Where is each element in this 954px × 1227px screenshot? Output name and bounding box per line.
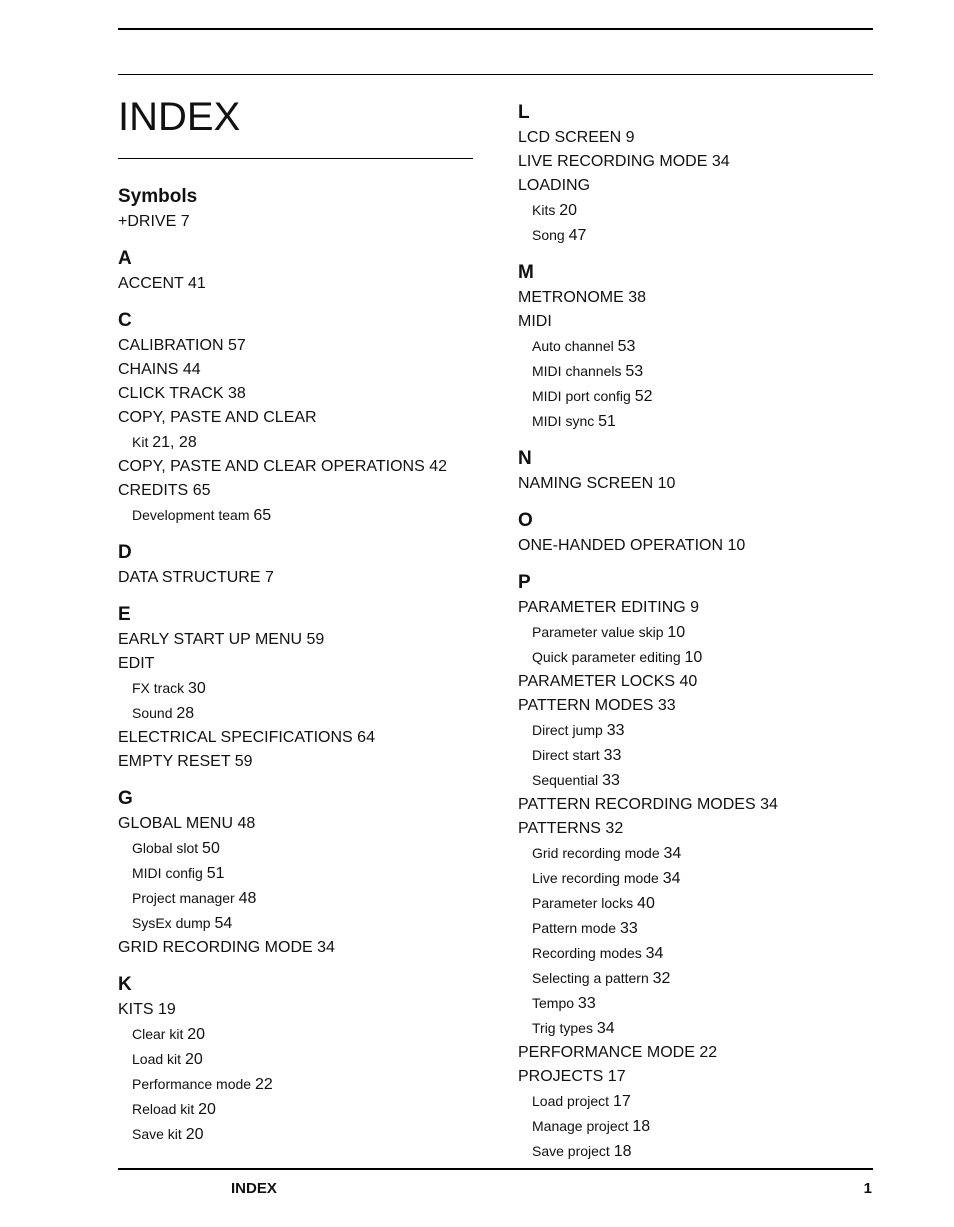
index-entry xyxy=(118,455,488,479)
entry-term: MIDI xyxy=(518,313,552,330)
entry-page-number: 9 xyxy=(625,129,635,146)
subentry-page-number: 32 xyxy=(652,970,671,987)
entry-page-number: 42 xyxy=(429,458,447,475)
subentry-term: Global slot xyxy=(132,840,199,856)
subentry-term: Direct jump xyxy=(532,722,603,738)
subentry-term: Clear kit xyxy=(132,1026,184,1042)
subentry-term: Tempo xyxy=(532,995,575,1011)
index-subentry xyxy=(518,223,878,248)
subentry-page-number: 20 xyxy=(184,1051,203,1068)
subentry-term: Parameter value skip xyxy=(532,624,664,640)
entry-term: CREDITS xyxy=(118,482,189,499)
header-rule-second xyxy=(118,74,873,75)
entry-term: DATA STRUCTURE xyxy=(118,569,261,586)
section-letter: A xyxy=(118,248,132,269)
subentry-page-number: 51 xyxy=(598,413,616,430)
index-subentry xyxy=(518,1089,878,1114)
index-section xyxy=(518,446,878,496)
index-entry xyxy=(118,382,488,406)
entry-page-number: 34 xyxy=(317,939,335,956)
index-section xyxy=(518,570,878,1164)
index-entry xyxy=(518,793,878,817)
index-subentry xyxy=(518,1016,878,1041)
index-entry xyxy=(118,272,488,296)
subentry-term: Reload kit xyxy=(132,1101,195,1117)
index-subentry xyxy=(518,991,878,1016)
index-entry xyxy=(518,670,878,694)
subentry-page-number: 34 xyxy=(596,1020,615,1037)
section-letter: L xyxy=(518,102,530,123)
entry-page-number: 59 xyxy=(306,631,325,648)
subentry-page-number: 33 xyxy=(602,772,620,789)
index-subentry xyxy=(518,891,878,916)
entry-page-number: 44 xyxy=(182,361,201,378)
index-subentry xyxy=(518,1139,878,1164)
entry-page-number: 10 xyxy=(657,475,676,492)
entry-page-number: 34 xyxy=(760,796,778,813)
index-subentry xyxy=(118,430,488,455)
entry-term: LCD SCREEN xyxy=(518,129,622,146)
footer-section-title: INDEX xyxy=(231,1180,277,1197)
section-letter: E xyxy=(118,604,131,625)
index-entry xyxy=(118,750,488,774)
entry-term: CALIBRATION xyxy=(118,337,224,354)
index-section xyxy=(118,602,488,774)
index-subentry xyxy=(518,966,878,991)
entry-term: LOADING xyxy=(518,177,591,194)
subentry-term: Sound xyxy=(132,705,173,721)
subentry-term: Sequential xyxy=(532,772,599,788)
entry-term: ONE-HANDED OPERATION xyxy=(518,537,724,554)
entry-term: CHAINS xyxy=(118,361,179,378)
index-entry xyxy=(518,150,878,174)
index-entry xyxy=(518,817,878,841)
subentry-page-number: 28 xyxy=(176,705,195,722)
subentry-page-number: 51 xyxy=(206,865,225,882)
index-subentry xyxy=(518,768,878,793)
entry-page-number: 59 xyxy=(234,753,253,770)
index-subentry xyxy=(118,676,488,701)
entry-term: ACCENT xyxy=(118,275,184,292)
entry-term: +DRIVE xyxy=(118,213,177,230)
index-subentry xyxy=(518,743,878,768)
entry-term: COPY, PASTE AND CLEAR OPERATIONS xyxy=(118,458,425,475)
index-entry xyxy=(118,406,488,430)
entry-page-number: 64 xyxy=(357,729,375,746)
entry-page-number: 57 xyxy=(227,337,246,354)
subentry-term: Load kit xyxy=(132,1051,182,1067)
index-subentry xyxy=(118,836,488,861)
section-letter: D xyxy=(118,542,132,563)
entry-term: PATTERNS xyxy=(518,820,601,837)
index-section xyxy=(518,260,878,434)
subentry-page-number: 53 xyxy=(617,338,636,355)
subentry-term: Save project xyxy=(532,1143,610,1159)
section-letter: N xyxy=(518,448,532,469)
subentry-page-number: 30 xyxy=(188,680,206,697)
index-subentry xyxy=(118,503,488,528)
entry-page-number: 48 xyxy=(237,815,256,832)
index-subentry xyxy=(518,866,878,891)
index-section xyxy=(118,786,488,960)
subentry-page-number: 47 xyxy=(568,227,587,244)
index-entry xyxy=(118,479,488,503)
subentry-page-number: 10 xyxy=(684,649,703,666)
subentry-term: Performance mode xyxy=(132,1076,252,1092)
section-letter: O xyxy=(518,510,533,531)
index-section xyxy=(118,540,488,590)
subentry-page-number: 65 xyxy=(253,507,272,524)
subentry-term: Trig types xyxy=(532,1020,593,1036)
subentry-page-number: 33 xyxy=(577,995,596,1012)
subentry-term: Load project xyxy=(532,1093,610,1109)
entry-term: GLOBAL MENU xyxy=(118,815,233,832)
index-subentry xyxy=(518,334,878,359)
entry-page-number: 22 xyxy=(699,1044,718,1061)
subentry-term: Song xyxy=(532,227,565,243)
title-underline xyxy=(118,158,473,159)
index-entry xyxy=(518,472,878,496)
entry-term: LIVE RECORDING MODE xyxy=(518,153,708,170)
subentry-page-number: 33 xyxy=(619,920,638,937)
index-entry xyxy=(118,210,488,234)
entry-term: GRID RECORDING MODE xyxy=(118,939,313,956)
index-entry xyxy=(518,1065,878,1089)
entry-term: EARLY START UP MENU xyxy=(118,631,303,648)
index-column-right xyxy=(518,100,878,1176)
subentry-term: FX track xyxy=(132,680,185,696)
entry-page-number: 7 xyxy=(264,569,274,586)
index-section xyxy=(118,184,488,234)
index-section xyxy=(118,308,488,528)
index-subentry xyxy=(118,911,488,936)
subentry-term: MIDI port config xyxy=(532,388,631,404)
index-subentry xyxy=(518,359,878,384)
subentry-page-number: 34 xyxy=(662,870,681,887)
index-entry xyxy=(118,726,488,750)
section-letter: C xyxy=(118,310,132,331)
entry-page-number: 38 xyxy=(227,385,246,402)
index-subentry xyxy=(518,409,878,434)
index-entry xyxy=(118,566,488,590)
index-column-left xyxy=(118,184,488,1159)
index-subentry xyxy=(518,198,878,223)
entry-term: CLICK TRACK xyxy=(118,385,224,402)
entry-term: METRONOME xyxy=(518,289,624,306)
subentry-page-number: 18 xyxy=(632,1118,651,1135)
subentry-term: Pattern mode xyxy=(532,920,617,936)
index-entry xyxy=(518,310,878,334)
index-entry xyxy=(518,694,878,718)
entry-page-number: 10 xyxy=(727,537,746,554)
entry-page-number: 33 xyxy=(657,697,676,714)
entry-page-number: 17 xyxy=(607,1068,626,1085)
index-subentry xyxy=(518,1114,878,1139)
subentry-page-number: 20 xyxy=(185,1126,204,1143)
subentry-page-number: 40 xyxy=(637,895,655,912)
index-subentry xyxy=(118,1072,488,1097)
subentry-term: MIDI channels xyxy=(532,363,622,379)
subentry-term: Manage project xyxy=(532,1118,629,1134)
footer-page-number: 1 xyxy=(863,1180,872,1197)
subentry-term: Grid recording mode xyxy=(532,845,660,861)
subentry-term: MIDI sync xyxy=(532,413,595,429)
index-entry xyxy=(518,596,878,620)
index-entry xyxy=(518,174,878,198)
subentry-term: Parameter locks xyxy=(532,895,634,911)
entry-term: EDIT xyxy=(118,655,155,672)
index-section xyxy=(518,508,878,558)
subentry-page-number: 34 xyxy=(645,945,664,962)
entry-page-number: 34 xyxy=(711,153,730,170)
index-section xyxy=(118,972,488,1147)
subentry-page-number: 22 xyxy=(254,1076,273,1093)
index-subentry xyxy=(118,1022,488,1047)
index-subentry xyxy=(518,841,878,866)
entry-page-number: 7 xyxy=(180,213,190,230)
subentry-term: Live recording mode xyxy=(532,870,659,886)
subentry-page-number: 10 xyxy=(667,624,686,641)
subentry-page-number: 17 xyxy=(612,1093,631,1110)
subentry-page-number: 34 xyxy=(663,845,682,862)
subentry-term: Direct start xyxy=(532,747,600,763)
section-letter: G xyxy=(118,788,133,809)
footer-rule xyxy=(118,1168,873,1170)
subentry-page-number: 53 xyxy=(625,363,644,380)
subentry-page-number: 52 xyxy=(634,388,653,405)
index-entry xyxy=(118,358,488,382)
subentry-page-number: 20 xyxy=(187,1026,206,1043)
index-entry xyxy=(518,534,878,558)
index-entry xyxy=(518,286,878,310)
entry-page-number: 40 xyxy=(679,673,698,690)
index-subentry xyxy=(518,384,878,409)
section-letter: Symbols xyxy=(118,186,198,207)
section-letter: P xyxy=(518,572,531,593)
subentry-term: Kits xyxy=(532,202,556,218)
subentry-term: MIDI config xyxy=(132,865,203,881)
index-subentry xyxy=(118,1122,488,1147)
entry-term: PROJECTS xyxy=(518,1068,604,1085)
index-subentry xyxy=(118,886,488,911)
subentry-term: Selecting a pattern xyxy=(532,970,649,986)
entry-term: COPY, PASTE AND CLEAR xyxy=(118,409,317,426)
subentry-page-number: 20 xyxy=(198,1101,216,1118)
entry-page-number: 9 xyxy=(690,599,700,616)
subentry-page-number: 48 xyxy=(238,890,257,907)
index-entry xyxy=(118,334,488,358)
subentry-term: SysEx dump xyxy=(132,915,211,931)
entry-term: PERFORMANCE MODE xyxy=(518,1044,695,1061)
index-subentry xyxy=(518,941,878,966)
entry-page-number: 65 xyxy=(192,482,211,499)
subentry-page-number: 50 xyxy=(202,840,220,857)
subentry-term: Development team xyxy=(132,507,250,523)
subentry-term: Save kit xyxy=(132,1126,182,1142)
index-subentry xyxy=(118,1047,488,1072)
index-subentry xyxy=(518,718,878,743)
section-letter: M xyxy=(518,262,534,283)
entry-page-number: 41 xyxy=(187,275,206,292)
entry-page-number: 32 xyxy=(605,820,624,837)
entry-term: NAMING SCREEN xyxy=(518,475,654,492)
entry-term: PATTERN RECORDING MODES xyxy=(518,796,756,813)
index-entry xyxy=(118,812,488,836)
subentry-page-number: 33 xyxy=(606,722,625,739)
index-subentry xyxy=(518,645,878,670)
subentry-term: Project manager xyxy=(132,890,235,906)
subentry-term: Quick parameter editing xyxy=(532,649,681,665)
subentry-term: Auto channel xyxy=(532,338,614,354)
index-entry xyxy=(518,1041,878,1065)
subentry-page-number: 33 xyxy=(603,747,622,764)
subentry-page-number: 21, 28 xyxy=(152,434,197,451)
entry-term: ELECTRICAL SPECIFICATIONS xyxy=(118,729,353,746)
index-subentry xyxy=(118,861,488,886)
index-subentry xyxy=(118,701,488,726)
entry-term: PARAMETER EDITING xyxy=(518,599,686,616)
entry-page-number: 38 xyxy=(628,289,647,306)
index-entry xyxy=(118,628,488,652)
index-section xyxy=(118,246,488,296)
subentry-term: Recording modes xyxy=(532,945,642,961)
index-entry xyxy=(118,652,488,676)
entry-page-number: 19 xyxy=(158,1001,176,1018)
subentry-page-number: 20 xyxy=(559,202,578,219)
entry-term: KITS xyxy=(118,1001,154,1018)
page-title: INDEX xyxy=(118,95,241,139)
subentry-page-number: 54 xyxy=(214,915,233,932)
entry-term: EMPTY RESET xyxy=(118,753,231,770)
index-subentry xyxy=(518,916,878,941)
section-letter: K xyxy=(118,974,132,995)
index-entry xyxy=(518,126,878,150)
subentry-page-number: 18 xyxy=(613,1143,632,1160)
index-entry xyxy=(118,936,488,960)
index-entry xyxy=(118,998,488,1022)
index-section xyxy=(518,100,878,248)
index-subentry xyxy=(518,620,878,645)
header-rule-top xyxy=(118,28,873,30)
entry-term: PARAMETER LOCKS xyxy=(518,673,676,690)
subentry-term: Kit xyxy=(132,434,149,450)
entry-term: PATTERN MODES xyxy=(518,697,654,714)
index-subentry xyxy=(118,1097,488,1122)
